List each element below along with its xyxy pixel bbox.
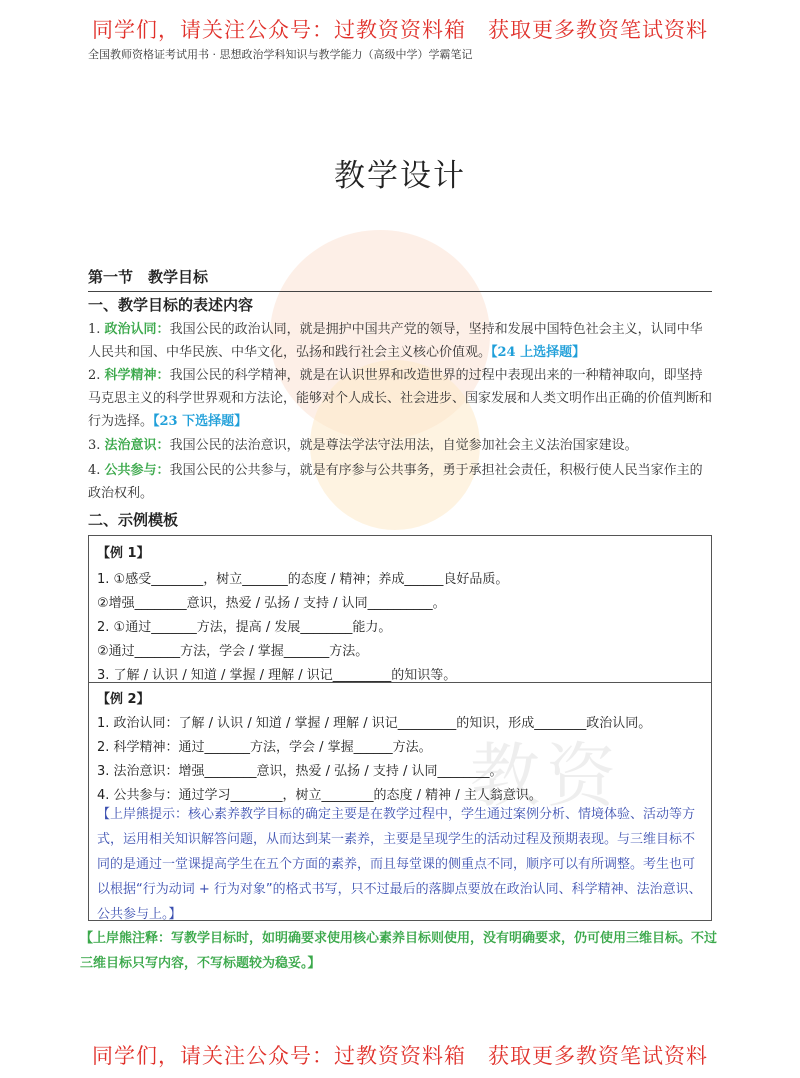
example-2-label: 【例 2】	[97, 692, 150, 707]
page-title: 教学设计	[334, 158, 466, 194]
example-1-line: 2. ①通过_______方法，提高 / 发展________能力。	[97, 620, 392, 635]
item-text: 我国公民的法治意识，就是尊法学法守法用法，自觉参加社会主义法治国家建设。	[169, 438, 638, 453]
example-box	[88, 535, 712, 921]
item-label: 科学精神：	[104, 368, 170, 383]
watermark-text: 教资	[470, 735, 622, 817]
item-number: 3.	[88, 438, 105, 453]
objective-item-science	[88, 364, 714, 433]
example-2-line: 2. 科学精神：通过_______方法，学会 / 掌握______方法。	[97, 740, 432, 755]
item-text: 我国公民的科学精神，就是在认识世界和改造世界的过程中表现出来的一种精神取向，即坚持马克思主义的科学世界观和方法论，能够对个人成长、社会进步、国家发展和人类文明作出正确的价值判断和行为选择。	[88, 368, 713, 429]
bottom-banner: 同学们，请关注公众号：过教资资料箱 获取更多教资笔试资料	[92, 1044, 708, 1068]
subheading-templates: 二、示例模板	[88, 511, 179, 529]
item-number: 1.	[88, 322, 105, 337]
example-2-line: 3. 法治意识：增强________意识，热爱 / 弘扬 / 支持 / 认同________。	[97, 764, 503, 779]
example-divider	[89, 682, 711, 683]
tip-note: 【上岸熊提示：核心素养教学目标的确定主要是在教学过程中，学生通过案例分析、情境体验、活动等方式，运用相关知识解答问题，从而达到某一素养，主要是呈现学生的活动过程及预期表现。与三维目标不同的是通过一堂课提高学生在五个方面的素养，而且每堂课的侧重点不同，顺序可以有所调整。考生也可以根据“行为动词 + 行为对象”的格式书写，只不过最后的落脚点要放在政治认同、科学精神、法治意识、公共参与上。】	[97, 807, 702, 922]
example-1-line: ②增强________意识，热爱 / 弘扬 / 支持 / 认同__________。	[97, 596, 446, 611]
section-heading: 第一节 教学目标	[88, 266, 712, 292]
example-1-line: 3. 了解 / 认识 / 知道 / 掌握 / 理解 / 识记_________的知识等。	[97, 668, 457, 683]
subheading-objectives: 一、教学目标的表述内容	[88, 296, 254, 314]
item-label: 法治意识：	[104, 438, 170, 453]
item-text: 我国公民的公共参与，就是有序参与公共事务，勇于承担社会责任，积极行使人民当家作主的政治权利。	[88, 463, 703, 501]
objective-item-law	[88, 434, 714, 457]
item-number: 2.	[88, 368, 105, 383]
exam-tag: 【23 下选择题】	[153, 414, 248, 429]
item-label: 公共参与：	[104, 463, 170, 478]
example-1-line: ②通过_______方法，学会 / 掌握_______方法。	[97, 644, 369, 659]
example-1-label: 【例 1】	[97, 546, 150, 561]
running-header: 全国教师资格证考试用书 · 思想政治学科知识与教学能力（高级中学）学霸笔记	[88, 48, 473, 61]
example-2-line: 1. 政治认同：了解 / 认识 / 知道 / 掌握 / 理解 / 识记_________的知识，形成________政治认同。	[97, 716, 652, 731]
objective-item-political	[88, 318, 714, 364]
annotation-note: 【上岸熊注释：写教学目标时，如明确要求使用核心素养目标则使用，没有明确要求，仍可使用三维目标。不过三维目标只写内容，不写标题较为稳妥。】	[80, 931, 718, 971]
example-2-line: 4. 公共参与：通过学习________，树立________的态度 / 精神 / 主人翁意识。	[97, 788, 542, 803]
item-number: 4.	[88, 463, 105, 478]
item-text: 我国公民的政治认同，就是拥护中国共产党的领导，坚持和发展中国特色社会主义，认同中华人民共和国、中华民族、中华文化，弘扬和践行社会主义核心价值观。	[88, 322, 703, 360]
objective-item-participation	[88, 459, 714, 505]
item-label: 政治认同：	[104, 322, 170, 337]
example-1-line: 1. ①感受________，树立_______的态度 / 精神；养成______良好品质。	[97, 572, 509, 587]
exam-tag: 【24 上选择题】	[491, 345, 586, 360]
top-banner: 同学们，请关注公众号：过教资资料箱 获取更多教资笔试资料	[92, 18, 708, 42]
